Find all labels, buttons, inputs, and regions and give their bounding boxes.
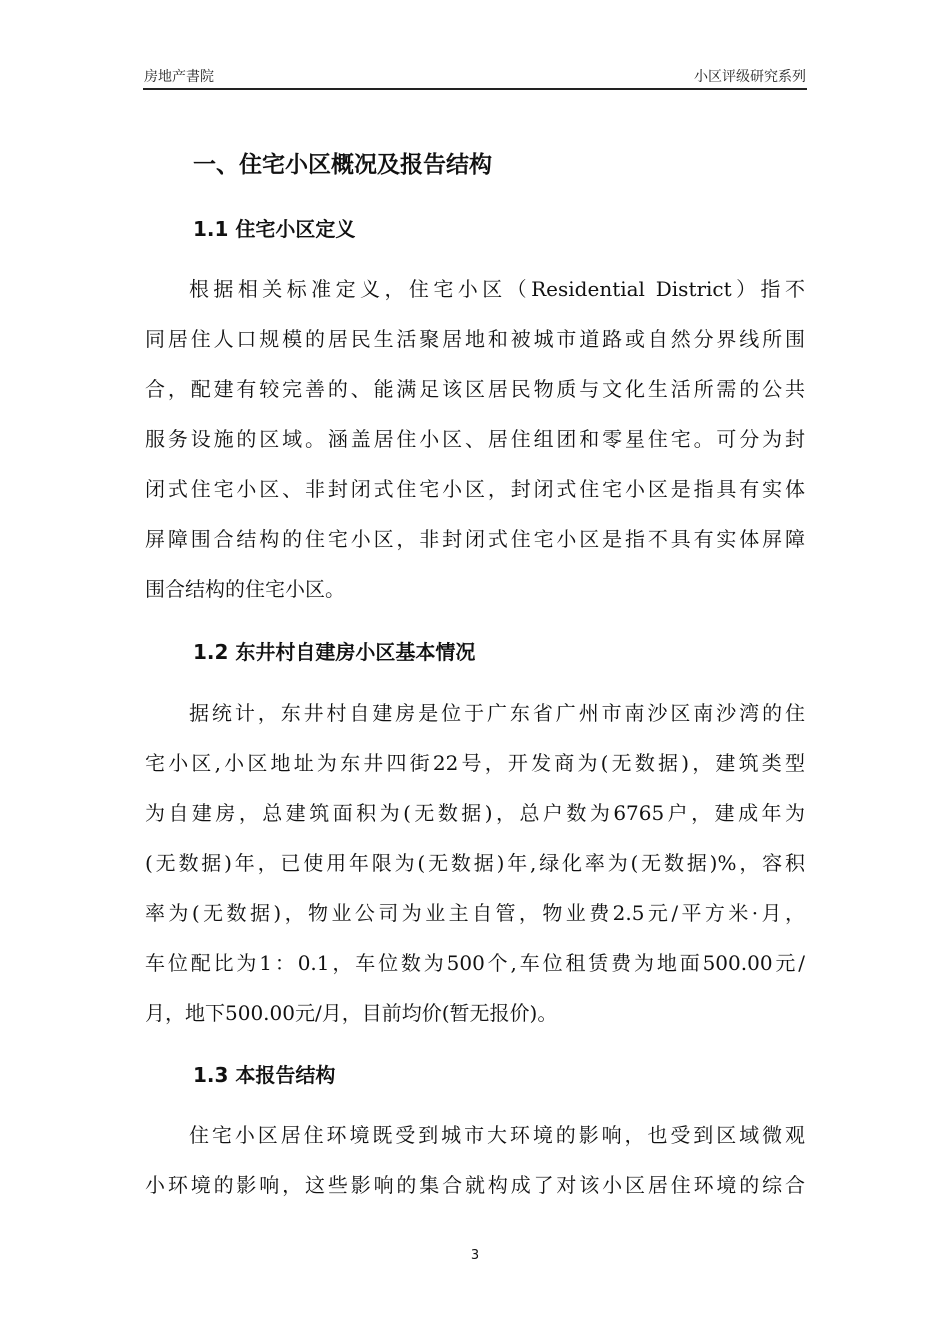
line: 屏障围合结构的住宅小区，非封闭式住宅小区是指不具有实体屏障 — [145, 527, 805, 551]
line: 月，地下500.00元/月，目前均价(暂无报价)。 — [145, 1001, 558, 1025]
line: 车位配比为1：0.1，车位数为500个,车位租赁费为地面500.00元/ — [145, 951, 805, 975]
line: 住宅小区居住环境既受到城市大环境的影响，也受到区域微观 — [189, 1123, 805, 1147]
line: 围合结构的住宅小区。 — [145, 577, 345, 601]
header-right: 小区评级研究系列 — [694, 69, 806, 85]
page-number: 3 — [470, 1248, 480, 1263]
line: 小环境的影响，这些影响的集合就构成了对该小区居住环境的综合 — [145, 1173, 805, 1197]
header-left: 房地产書院 — [144, 69, 214, 85]
line: 率为(无数据)，物业公司为业主自管，物业费2.5元/平方米·月， — [145, 901, 805, 925]
line: 宅小区,小区地址为东井四街22号，开发商为(无数据)，建筑类型 — [145, 751, 805, 775]
paragraph — [145, 264, 805, 614]
paragraph — [145, 1110, 805, 1210]
line: 为自建房，总建筑面积为(无数据)，总户数为6765户，建成年为 — [145, 801, 805, 825]
paragraph — [145, 688, 805, 1038]
section-title: 1.3 本报告结构 — [193, 1063, 336, 1087]
section-title: 1.1 住宅小区定义 — [193, 217, 356, 241]
line: (无数据)年，已使用年限为(无数据)年,绿化率为(无数据)%，容积 — [145, 851, 805, 875]
line: 闭式住宅小区、非封闭式住宅小区，封闭式住宅小区是指具有实体 — [145, 477, 805, 501]
line: 据统计，东井村自建房是位于广东省广州市南沙区南沙湾的住 — [189, 701, 805, 725]
line: 服务设施的区域。涵盖居住小区、居住组团和零星住宅。可分为封 — [145, 427, 805, 451]
line: 同居住人口规模的居民生活聚居地和被城市道路或自然分界线所围 — [145, 327, 805, 351]
section-title: 1.2 东井村自建房小区基本情况 — [193, 640, 476, 664]
chapter-title: 一、住宅小区概况及报告结构 — [193, 152, 492, 178]
header-rule — [143, 88, 807, 90]
line: 合，配建有较完善的、能满足该区居民物质与文化生活所需的公共 — [145, 377, 805, 401]
line: 根据相关标准定义，住宅小区（Residential District）指不 — [189, 277, 805, 301]
